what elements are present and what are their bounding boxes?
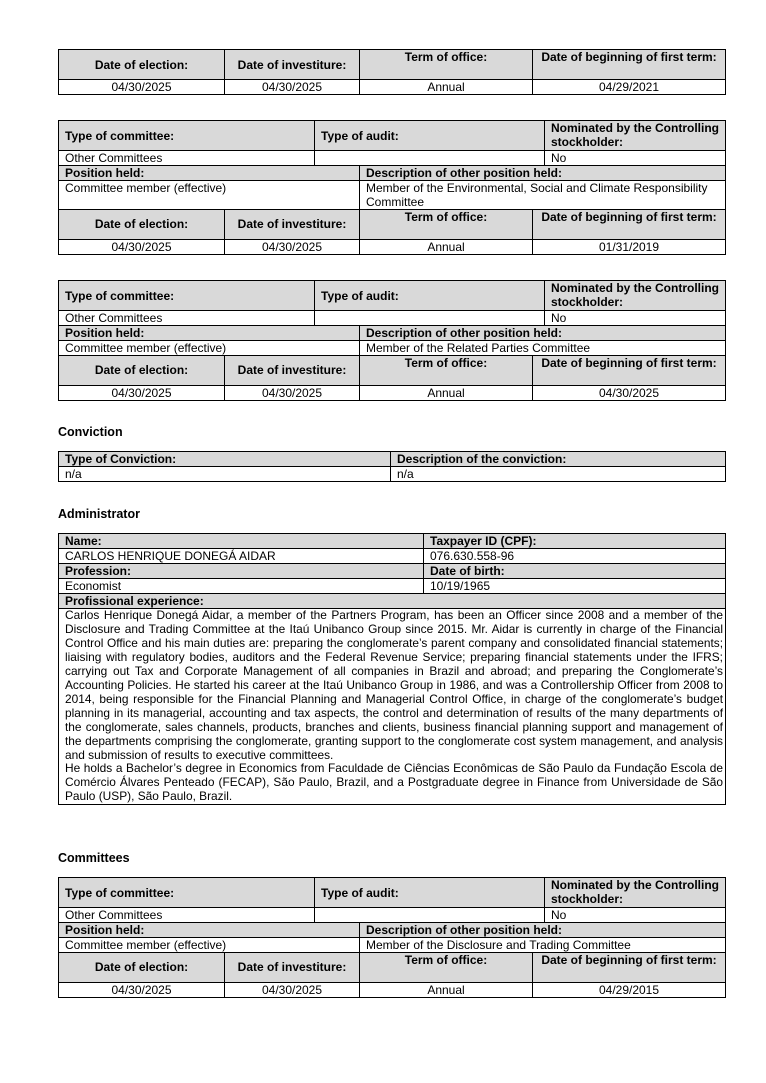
term-value: Annual: [360, 982, 533, 997]
committee-table-2: [58, 280, 725, 401]
description-value: Member of the Related Parties Committee: [360, 341, 726, 356]
desc-other-position-label: Description of other position held:: [360, 326, 726, 341]
investiture-value: 04/30/2025: [225, 385, 360, 400]
date-of-investiture-label: Date of investiture:: [225, 953, 360, 982]
type-of-audit-label: Type of audit:: [315, 878, 545, 908]
conviction-desc-label: Description of the conviction:: [391, 452, 726, 467]
conviction-type-label: Type of Conviction:: [59, 452, 391, 467]
nominated-label: Nominated by the Controlling stockholder:: [545, 878, 726, 908]
investiture-value: 04/30/2025: [225, 982, 360, 997]
type-of-committee-label: Type of committee:: [59, 281, 315, 311]
committee-type-value: Other Committees: [59, 151, 315, 166]
date-of-election-label: Date of election:: [59, 50, 225, 80]
committee-type-value: Other Committees: [59, 908, 315, 923]
experience-paragraph-1: Carlos Henrique Donegá Aidar, a member of the Partners Program, has been an Officer since 2008 and a member of the Disclosure and Trading Committee at the Itaú Unibanco Group since 2015. Mr. Aidar is currently in charge of the Financial Control Office and his main duties are: preparing the conglomerate’s parent company and consolidated financial statements; liaising with regulatory bodies, auditors and the Federal Revenue Service; preparing financial statements under the IFRS; carrying out Tax and Corporate Management of all companies in Brazil and abroad; and preparing the Conglomerate’s Accounting Policies. He started his career at the Itaú Unibanco Group in 1986, and was a Controllership Officer from 2008 to 2014, being responsible for the Financial Planning and Managerial Control Office, in charge of the conglomerate’s budget planning in its managerial, accounting and tax aspects, the control and determination of results of the many departments of the conglomerate, sales channels, products, branches and clients, business financial planning support and management of the departments comprising the conglomerate, granting support to the conglomerate cost system management, and analysis and submission of results to executive committees.: [65, 608, 723, 762]
conviction-desc-value: n/a: [391, 467, 726, 482]
date-of-investiture-label: Date of investiture:: [225, 50, 360, 80]
date-first-term-label: Date of beginning of first term:: [533, 953, 726, 982]
position-held-label: Position held:: [59, 326, 360, 341]
investiture-value: 04/30/2025: [225, 80, 360, 95]
nominated-value: No: [545, 311, 726, 326]
description-value: Member of the Environmental, Social and Climate Responsibility Committee: [360, 181, 726, 210]
date-of-investiture-label: Date of investiture:: [225, 356, 360, 385]
desc-other-position-label: Description of other position held:: [360, 166, 726, 181]
term-value: Annual: [360, 80, 533, 95]
nominated-value: No: [545, 908, 726, 923]
experience-text: [59, 609, 726, 805]
term-of-office-label: Term of office:: [360, 210, 533, 239]
committees-heading: Committees: [58, 851, 130, 865]
audit-type-value: [315, 908, 545, 923]
election-value: 04/30/2025: [59, 80, 225, 95]
dob-label: Date of birth:: [424, 564, 726, 579]
profession-label: Profession:: [59, 564, 424, 579]
type-of-committee-label: Type of committee:: [59, 121, 315, 151]
nominated-value: No: [545, 151, 726, 166]
name-label: Name:: [59, 534, 424, 549]
profession-value: Economist: [59, 579, 424, 594]
date-of-election-label: Date of election:: [59, 953, 225, 982]
nominated-label: Nominated by the Controlling stockholder:: [545, 281, 726, 311]
date-of-election-label: Date of election:: [59, 210, 225, 239]
name-value: CARLOS HENRIQUE DONEGÁ AIDAR: [59, 549, 424, 564]
election-value: 04/30/2025: [59, 239, 225, 254]
desc-other-position-label: Description of other position held:: [360, 923, 726, 938]
first-term-value: 04/29/2021: [533, 80, 726, 95]
term-of-office-label: Term of office:: [360, 50, 533, 80]
date-first-term-label: Date of beginning of first term:: [533, 210, 726, 239]
position-value: Committee member (effective): [59, 341, 360, 356]
type-of-committee-label: Type of committee:: [59, 878, 315, 908]
conviction-type-value: n/a: [59, 467, 391, 482]
committee-table-3: [58, 877, 725, 998]
term-of-office-label: Term of office:: [360, 356, 533, 385]
administrator-heading: Administrator: [58, 507, 140, 521]
type-of-audit-label: Type of audit:: [315, 121, 545, 151]
position-value: Committee member (effective): [59, 181, 360, 210]
nominated-label: Nominated by the Controlling stockholder:: [545, 121, 726, 151]
committee-table-1: [58, 120, 725, 255]
experience-label: Profissional experience:: [59, 594, 726, 609]
position-held-label: Position held:: [59, 923, 360, 938]
term-of-office-label: Term of office:: [360, 953, 533, 982]
term-value: Annual: [360, 385, 533, 400]
dob-value: 10/19/1965: [424, 579, 726, 594]
date-of-investiture-label: Date of investiture:: [225, 210, 360, 239]
committee-type-value: Other Committees: [59, 311, 315, 326]
cpf-label: Taxpayer ID (CPF):: [424, 534, 726, 549]
term-value: Annual: [360, 239, 533, 254]
election-value: 04/30/2025: [59, 385, 225, 400]
position-held-label: Position held:: [59, 166, 360, 181]
description-value: Member of the Disclosure and Trading Committee: [360, 938, 726, 953]
date-of-election-label: Date of election:: [59, 356, 225, 385]
type-of-audit-label: Type of audit:: [315, 281, 545, 311]
investiture-value: 04/30/2025: [225, 239, 360, 254]
experience-paragraph-2: He holds a Bachelor’s degree in Economics from Faculdade de Ciências Econômicas de São Paulo da Fundação Escola de Comércio Álvares Penteado (FECAP), São Paulo, Brazil, and a Postgraduate degree in Finance from Universidade de São Paulo (USP), São Paulo, Brazil.: [65, 761, 723, 804]
first-term-value: 01/31/2019: [533, 239, 726, 254]
administrator-table: [58, 533, 725, 805]
conviction-heading: Conviction: [58, 425, 123, 439]
top-dates-table: [58, 49, 725, 95]
first-term-value: 04/30/2025: [533, 385, 726, 400]
first-term-value: 04/29/2015: [533, 982, 726, 997]
conviction-table: [58, 451, 725, 482]
audit-type-value: [315, 151, 545, 166]
position-value: Committee member (effective): [59, 938, 360, 953]
cpf-value: 076.630.558-96: [424, 549, 726, 564]
audit-type-value: [315, 311, 545, 326]
date-first-term-label: Date of beginning of first term:: [533, 50, 726, 80]
date-first-term-label: Date of beginning of first term:: [533, 356, 726, 385]
election-value: 04/30/2025: [59, 982, 225, 997]
